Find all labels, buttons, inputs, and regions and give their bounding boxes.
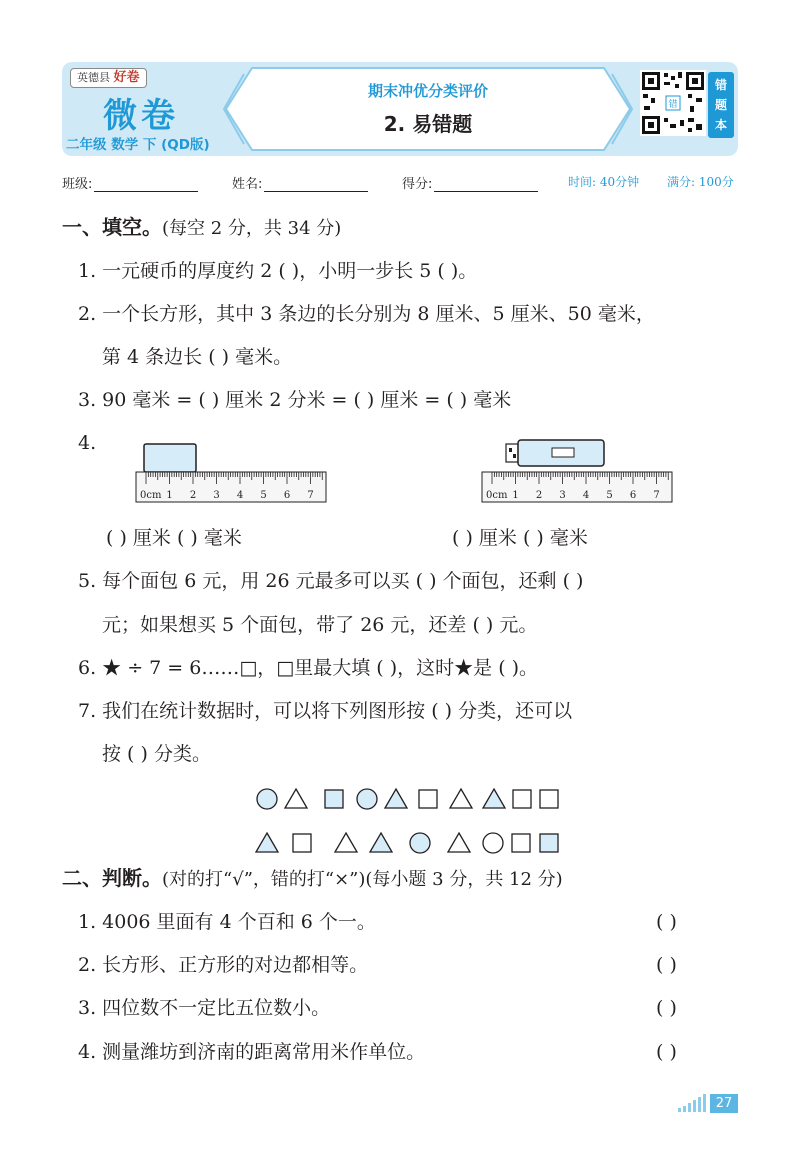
brand-logo — [70, 68, 147, 88]
section2-note: (对的打“√”，错的打“×”)(每小题 3 分，共 12 分) — [162, 869, 563, 890]
judge-item-3: 3. 四位数不一定比五位数小。 — [78, 997, 331, 1019]
name-blank[interactable] — [264, 178, 368, 192]
logo-prefix: 英德县 — [77, 71, 110, 84]
triangle-shape — [285, 789, 307, 808]
section2-title: 二、判断。 — [62, 866, 162, 890]
triangle-shape — [448, 833, 470, 852]
judge-item-1: 1. 4006 里面有 4 个百和 6 个一。 — [78, 911, 376, 933]
ruler-label: 6 — [283, 490, 291, 501]
question-4-answer-left: ( ) 厘米 ( ) 毫米 — [106, 527, 242, 549]
title-panel — [222, 66, 634, 152]
class-blank[interactable] — [94, 178, 198, 192]
square-shape — [325, 790, 343, 808]
ruler-right — [480, 436, 676, 506]
judge-paren-3[interactable]: ( ) — [656, 997, 677, 1019]
brand-box — [62, 62, 220, 156]
judge-paren-4[interactable]: ( ) — [656, 1041, 677, 1063]
square-shape — [513, 790, 531, 808]
time-limit: 时间: 40分钟 — [568, 175, 640, 189]
measured-block — [144, 444, 196, 472]
ruler-label: 4 — [582, 490, 590, 501]
question-2-line1: 2. 一个长方形，其中 3 条边的长分别为 8 厘米、5 厘米、50 毫米， — [78, 303, 655, 325]
question-6: 6. ★ ÷ 7 = 6……□，□里最大填 ( )，这时★是 ( )。 — [78, 657, 539, 679]
usb-connector — [506, 444, 518, 462]
name-field[interactable] — [232, 173, 368, 192]
errbook-char-1: 错 — [714, 78, 727, 92]
square-shape — [540, 790, 558, 808]
logo-hao: 好卷 — [113, 70, 140, 85]
full-score: 满分: 100分 — [667, 175, 734, 189]
ruler-label: 5 — [606, 490, 613, 501]
score-label: 得分: — [402, 177, 433, 192]
errbook-char-3: 本 — [714, 118, 727, 132]
ruler-label: 2 — [535, 490, 543, 501]
class-label: 班级: — [62, 177, 93, 192]
shapes-row-2-svg — [0, 828, 800, 858]
triangle-shape — [370, 833, 392, 852]
class-field[interactable] — [62, 173, 198, 192]
page-bars-icon — [676, 1092, 710, 1114]
square-shape — [512, 834, 530, 852]
ruler-unit-left: 0cm — [140, 490, 162, 501]
triangle-shape — [483, 789, 505, 808]
qr-code[interactable] — [640, 70, 706, 136]
judge-paren-1[interactable]: ( ) — [656, 911, 677, 933]
section1-note: (每空 2 分，共 34 分) — [162, 218, 342, 239]
question-1: 1. 一元硬币的厚度约 2 ( )，小明一步长 5 ( )。 — [78, 260, 478, 282]
question-2-line2: 第 4 条边长 ( ) 毫米。 — [102, 346, 293, 368]
judge-item-4: 4. 测量潍坊到济南的距离常用米作单位。 — [78, 1041, 426, 1063]
brand-title: 微卷 — [103, 96, 179, 136]
section1-title: 一、填空。 — [62, 215, 162, 239]
triangle-shape — [256, 833, 278, 852]
ruler-label: 2 — [189, 490, 197, 501]
ruler-label: 1 — [512, 490, 519, 501]
circle-shape — [483, 833, 503, 853]
square-shape — [540, 834, 558, 852]
ruler-label: 7 — [307, 490, 314, 501]
header-banner — [62, 62, 738, 156]
question-4-answer-right: ( ) 厘米 ( ) 毫米 — [452, 527, 588, 549]
error-book-tag[interactable] — [708, 72, 734, 138]
judge-item-2: 2. 长方形、正方形的对边都相等。 — [78, 954, 369, 976]
ruler-label: 4 — [236, 490, 244, 501]
shapes-row-1 — [0, 784, 800, 814]
square-shape — [293, 834, 311, 852]
ruler-label: 6 — [629, 490, 637, 501]
score-blank[interactable] — [434, 178, 538, 192]
triangle-shape — [450, 789, 472, 808]
section2-heading — [62, 866, 563, 892]
ruler-label: 3 — [213, 490, 220, 501]
score-field[interactable] — [402, 173, 538, 192]
question-7-line1: 7. 我们在统计数据时，可以将下列图形按 ( ) 分类，还可以 — [78, 700, 573, 722]
square-shape — [419, 790, 437, 808]
question-4-label: 4. — [78, 432, 97, 454]
triangle-shape — [335, 833, 357, 852]
ruler-label: 7 — [653, 490, 660, 501]
ruler-label: 1 — [166, 490, 173, 501]
errbook-char-2: 题 — [714, 98, 727, 112]
student-info-row — [62, 173, 752, 193]
shapes-row-1-svg — [0, 784, 800, 814]
triangle-shape — [385, 789, 407, 808]
brand-subtitle: 二年级 数学 下 (QD版) — [66, 137, 210, 153]
circle-shape — [410, 833, 430, 853]
judge-paren-2[interactable]: ( ) — [656, 954, 677, 976]
page-number: 27 — [710, 1094, 738, 1113]
question-5-line1: 5. 每个面包 6 元，用 26 元最多可以买 ( ) 个面包，还剩 ( ) — [78, 570, 584, 592]
ruler-label: 5 — [260, 490, 267, 501]
section1-heading — [62, 215, 341, 241]
ruler-left — [134, 436, 330, 506]
page-number-block — [676, 1092, 738, 1114]
question-5-line2: 元；如果想买 5 个面包，带了 26 元，还差 ( ) 元。 — [102, 614, 538, 636]
ruler-label: 3 — [559, 490, 566, 501]
qr-center-label: 错 — [668, 100, 678, 110]
question-3: 3. 90 毫米 = ( ) 厘米 2 分米 = ( ) 厘米 = ( ) 毫米 — [78, 389, 512, 411]
banner-title: 2. 易错题 — [383, 112, 473, 136]
qr-code-icon — [640, 70, 706, 136]
question-7-line2: 按 ( ) 分类。 — [102, 743, 211, 765]
shapes-row-2 — [0, 828, 800, 858]
name-label: 姓名: — [232, 177, 263, 192]
circle-shape — [257, 789, 277, 809]
ruler-unit-right: 0cm — [486, 490, 508, 501]
banner-category: 期末冲优分类评价 — [367, 82, 488, 100]
circle-shape — [357, 789, 377, 809]
